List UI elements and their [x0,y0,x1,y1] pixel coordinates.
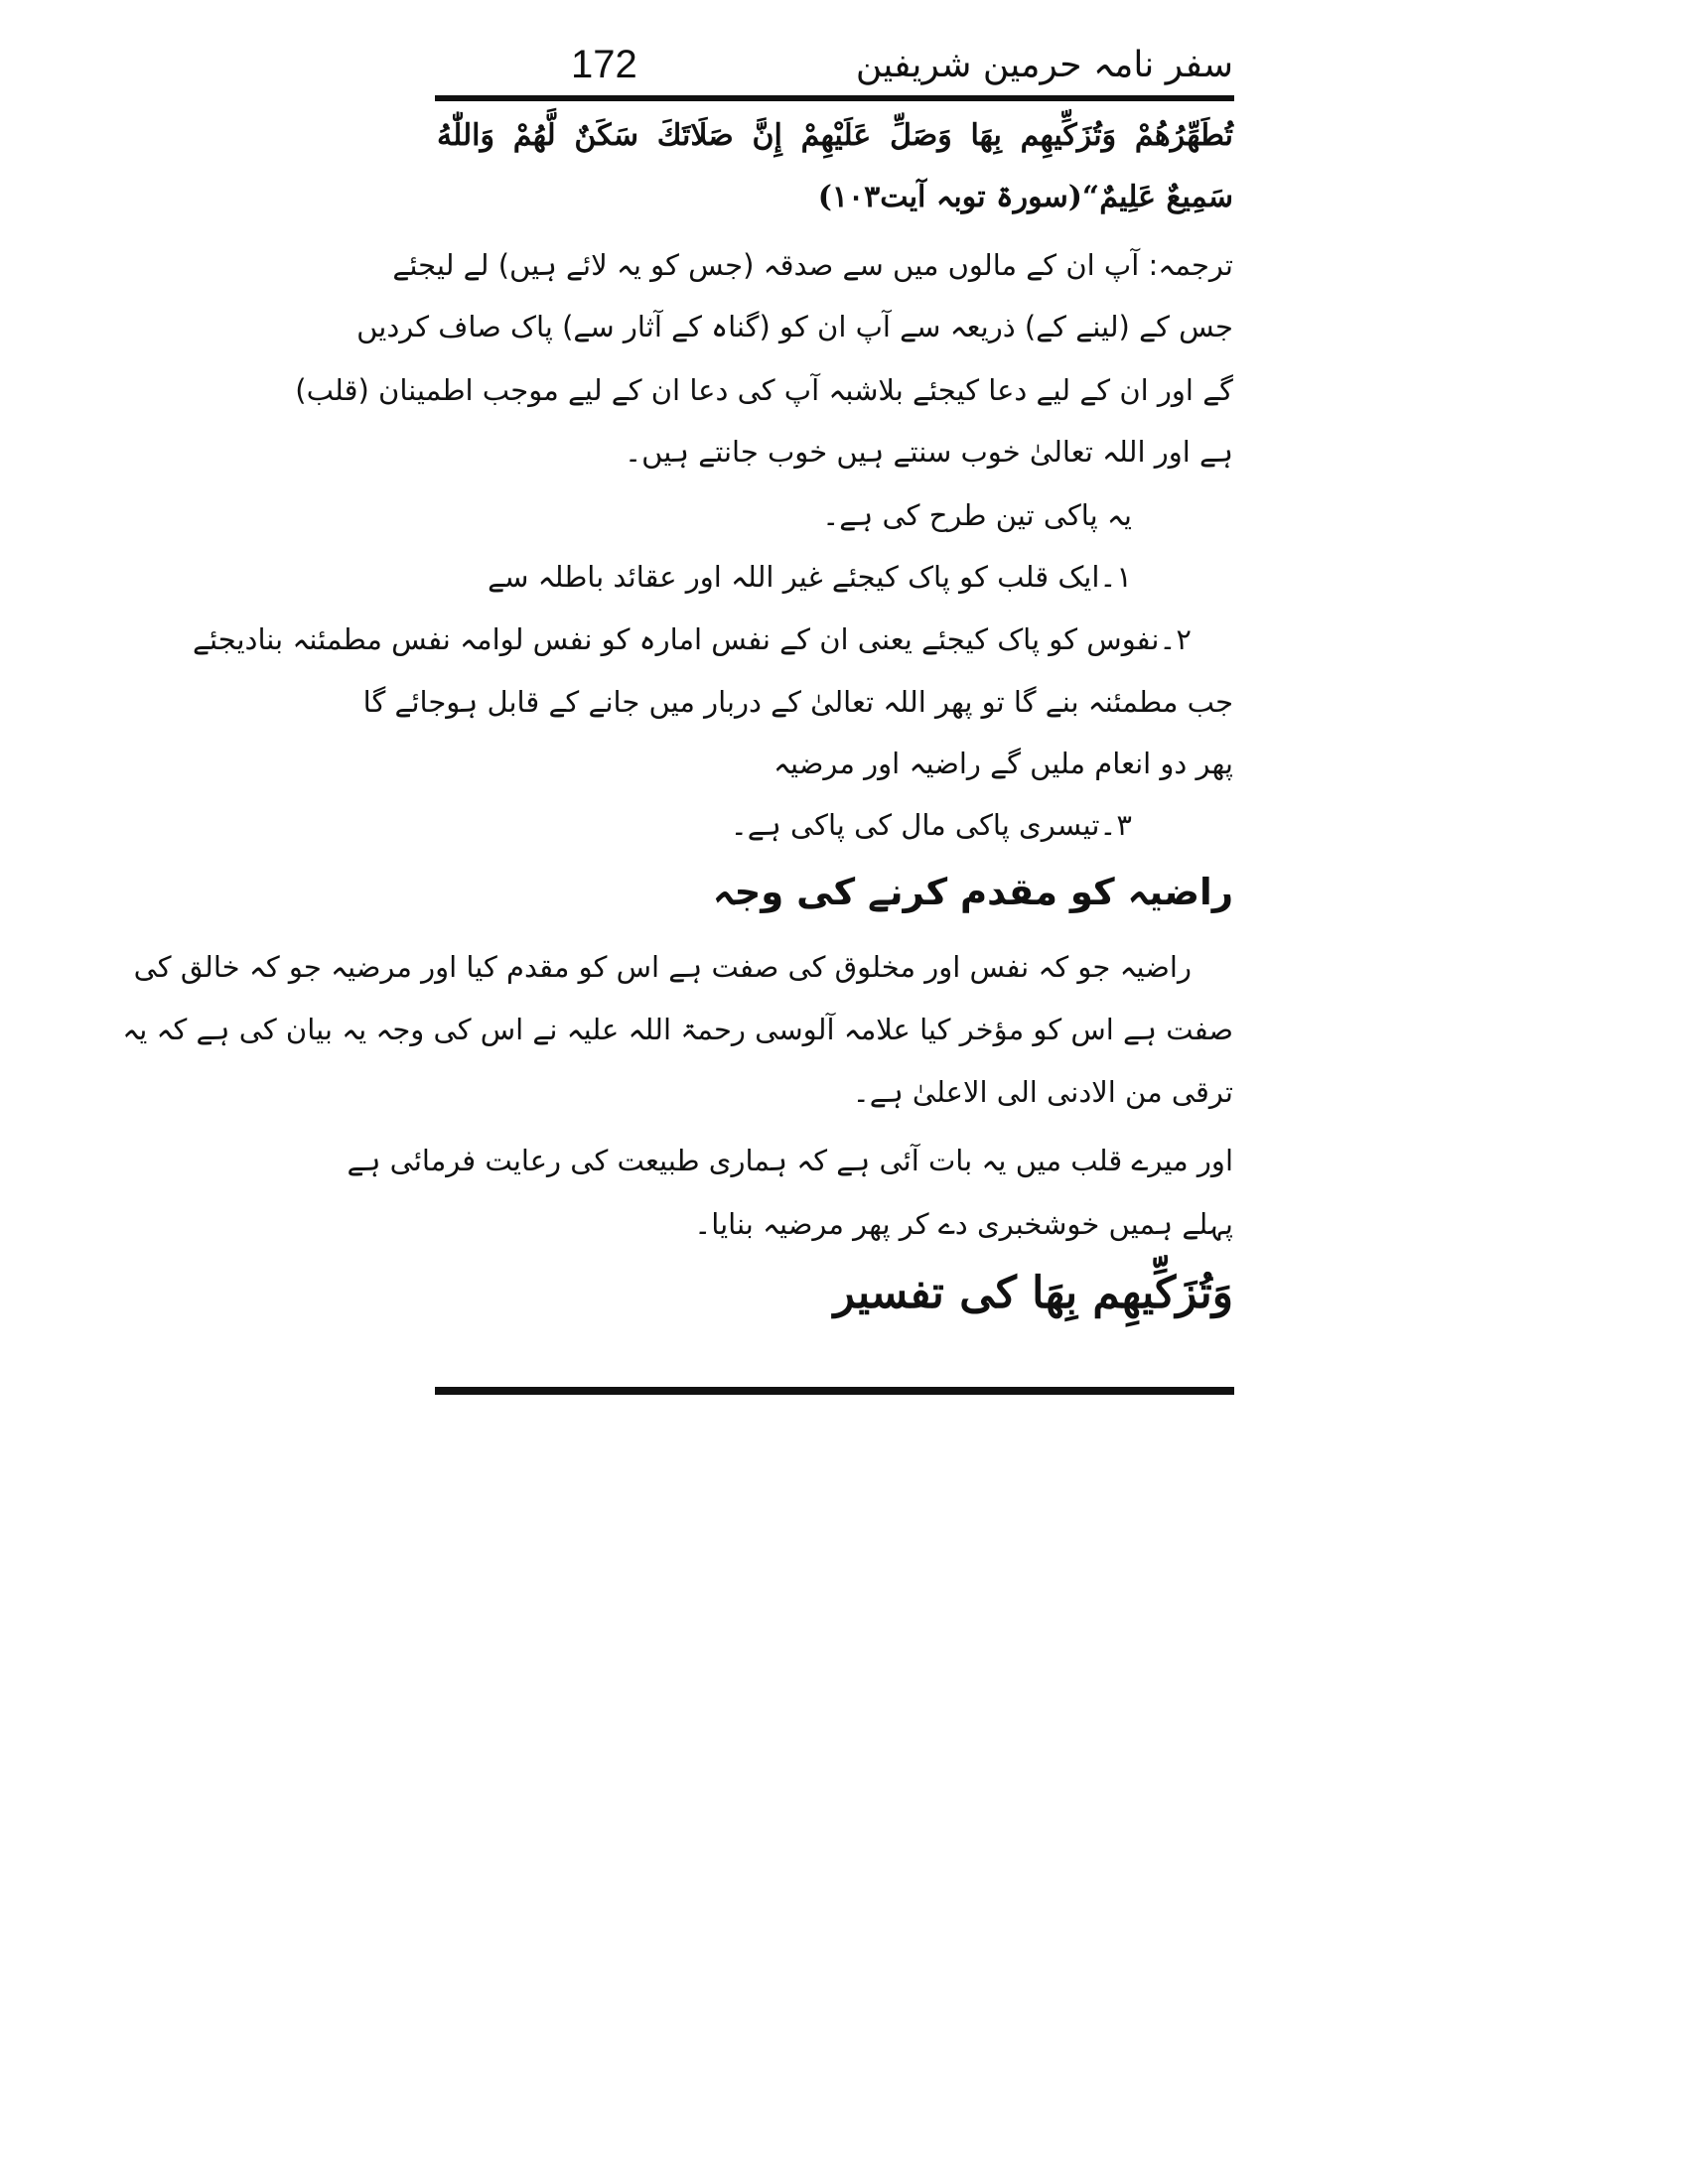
translation-line-1: ترجمہ: آپ ان کے مالوں میں سے صدقہ (جس کو یہ لائے ہیں) لے لیجئے [392,248,1233,282]
para-2-line-2: پہلے ہمیں خوشخبری دے کر پھر مرضیہ بنایا۔ [694,1207,1233,1241]
purity-item-2-line-1: ۲۔نفوس کو پاک کیجئے یعنی ان کے نفس امارہ کو نفس لوامہ نفس مطمئنہ بنادیجئے [193,622,1192,656]
translation-line-4: ہے اور اللہ تعالیٰ خوب سنتے ہیں خوب جانتے ہیں۔ [625,435,1233,469]
para-1-line-1: راضیہ جو کہ نفس اور مخلوق کی صفت ہے اس کو مقدم کیا اور مرضیہ جو کہ خالق کی [133,950,1192,984]
translation-line-3: گے اور ان کے لیے دعا کیجئے بلاشبہ آپ کی دعا ان کے لیے موجب اطمینان (قلب) [295,373,1233,407]
footer-rule [435,1387,1234,1395]
section-heading-1: راضیہ کو مقدم کرنے کی وجہ [712,871,1233,913]
para-1-line-2: صفت ہے اس کو مؤخر کیا علامہ آلوسی رحمۃ اللہ علیہ نے اس کی وجہ یہ بیان کی ہے کہ یہ [122,1013,1233,1046]
para-2-line-1: اور میرے قلب میں یہ بات آئی ہے کہ ہماری طبیعت کی رعایت فرمائی ہے [347,1144,1233,1177]
purity-item-1: ۱۔ایک قلب کو پاک کیجئے غیر اللہ اور عقائد باطلہ سے [488,560,1132,594]
para-1-line-3: ترقی من الادنی الی الاعلیٰ ہے۔ [852,1075,1233,1109]
section-heading-2: وَتُزَكِّيهِم بِهَا کی تفسیر [833,1268,1233,1318]
header-rule [435,95,1234,101]
translation-line-2: جس کے (لینے کے) ذریعہ سے آپ ان کو (گناہ کے آثار سے) پاک صاف کردیں [356,310,1233,343]
verse-line-1: تُطَهِّرُهُمْ وَتُزَكِّيهِم بِهَا وَصَلِّ عَلَيْهِمْ إِنَّ صَلَاتَكَ سَكَنٌ لَّهُمْ وَاللّٰهُ [437,118,1233,153]
book-title: سفر نامہ حرمین شریفین [855,45,1233,85]
purity-item-3: ۳۔تیسری پاکی مال کی پاکی ہے۔ [730,808,1132,842]
purity-item-2-line-3: پھر دو انعام ملیں گے راضیہ اور مرضیہ [774,747,1233,780]
purity-item-2-line-2: جب مطمئنہ بنے گا تو پھر اللہ تعالیٰ کے دربار میں جانے کے قابل ہوجائے گا [362,685,1233,719]
purity-intro: یہ پاکی تین طرح کی ہے۔ [822,498,1132,532]
verse-line-2: سَمِيعٌ عَلِيمٌ“(سورۃ توبہ آیت۱۰۳) [817,180,1233,214]
page-number: 172 [571,43,637,86]
